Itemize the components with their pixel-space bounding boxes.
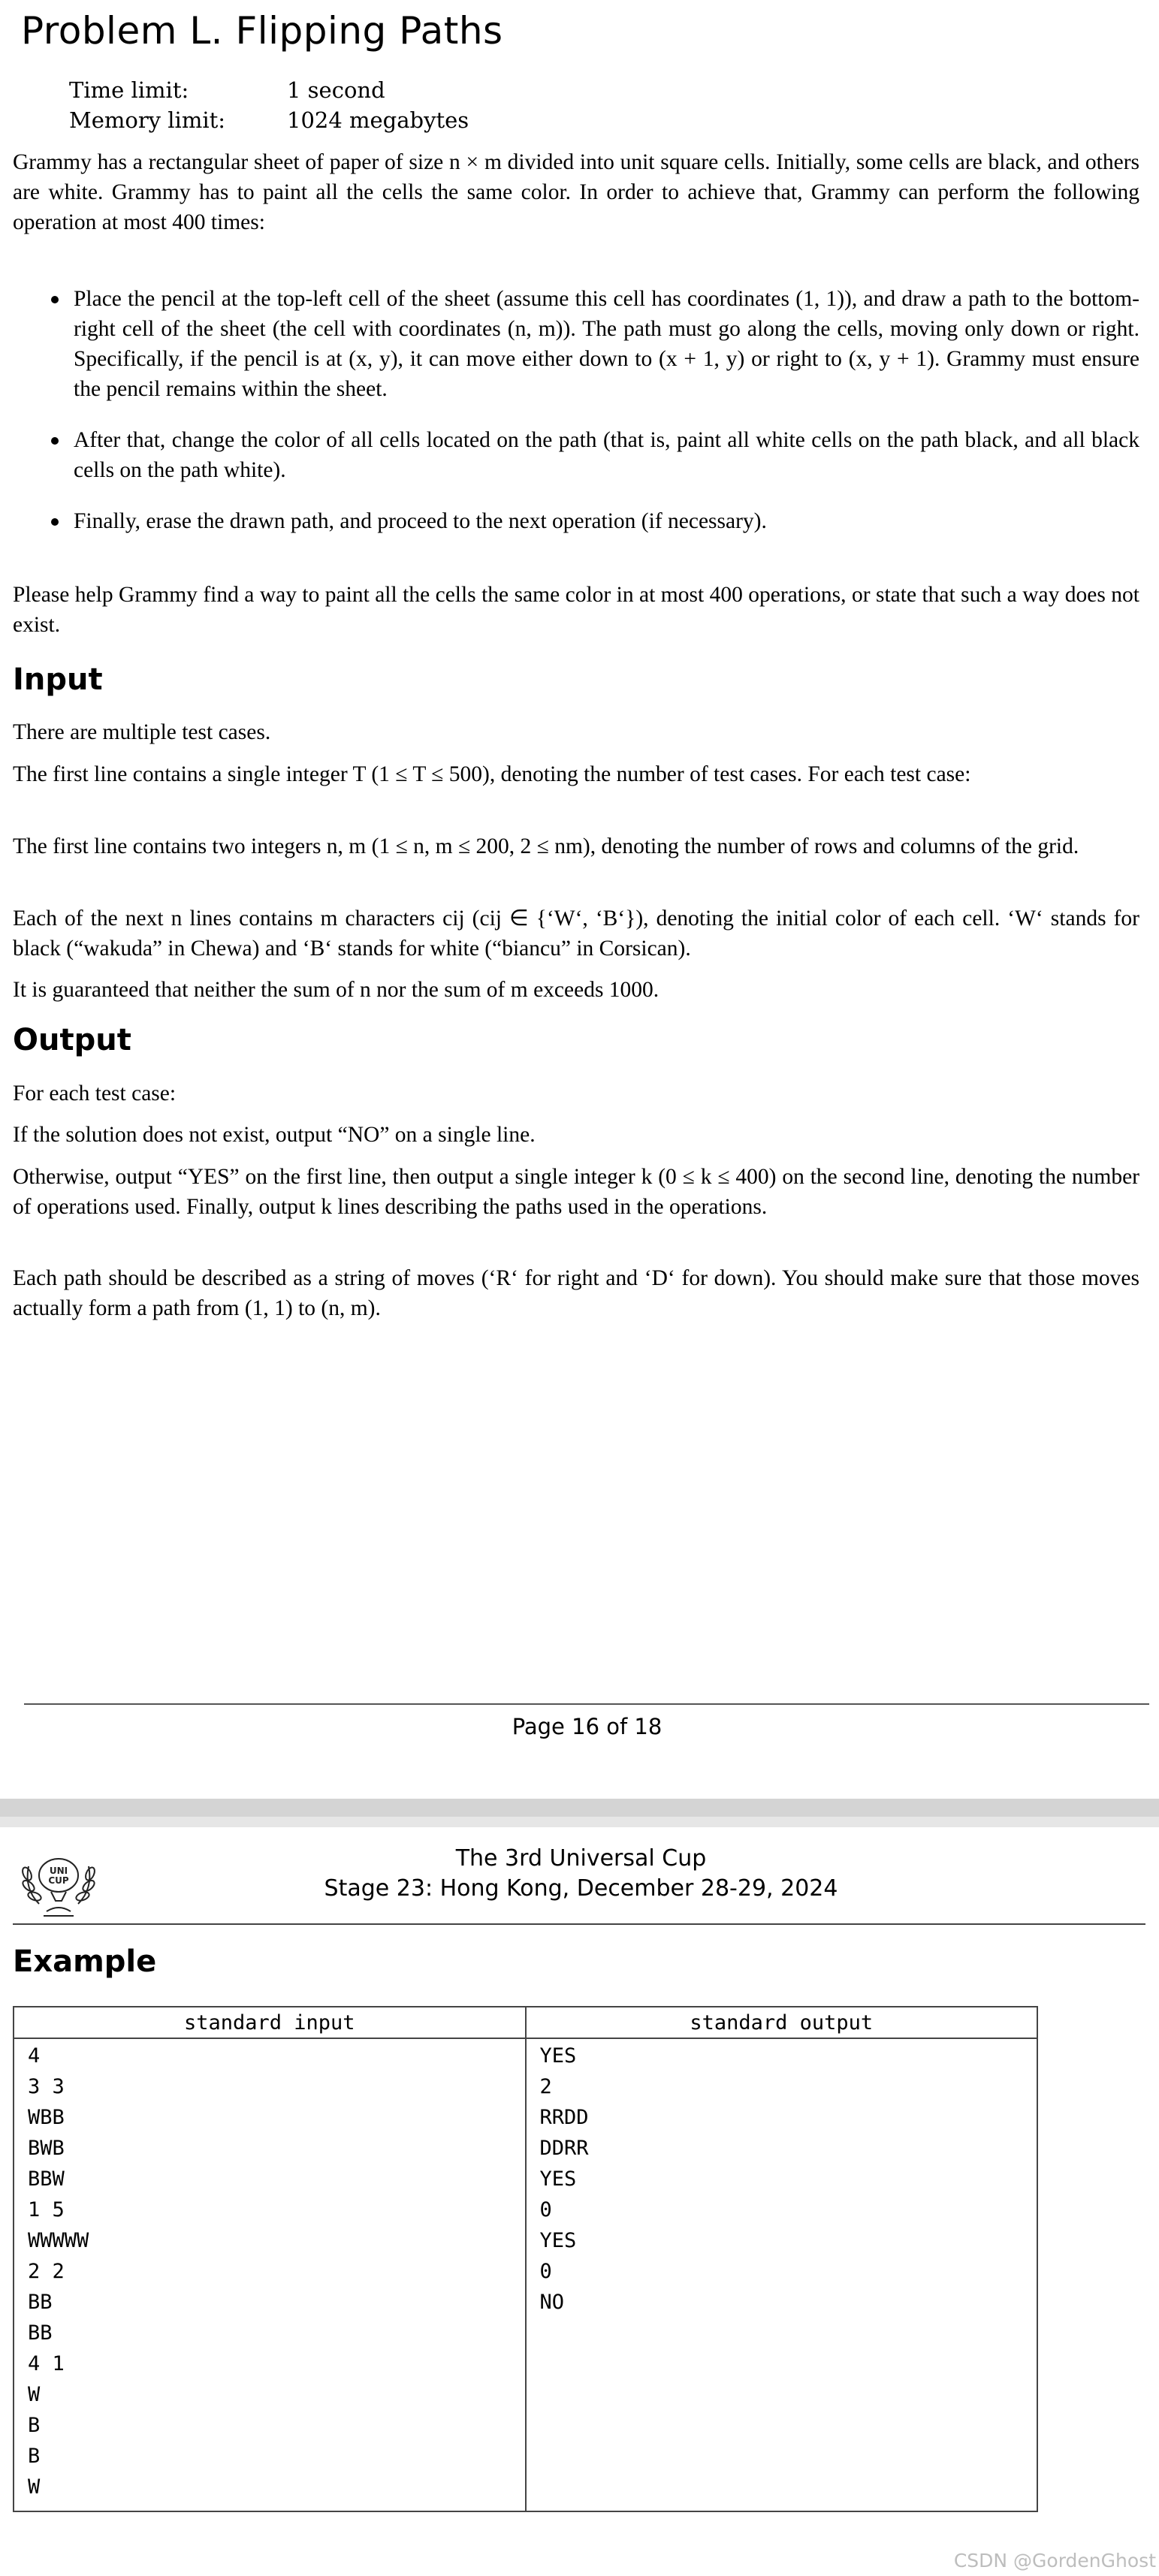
- operation-list: [45, 284, 1139, 557]
- example-io-table: [13, 2006, 1038, 2512]
- page-number: Page 16 of 18: [512, 1714, 663, 1739]
- time-limit-label: Time limit:: [69, 77, 189, 103]
- input-para-2: The first line contains a single integer T (1 ≤ T ≤ 500), denoting the number of test cases. For each test case:: [13, 762, 971, 786]
- output-para-3: Otherwise, output “YES” on the first line, then output a single integer k (0 ≤ k ≤ 400) on the second line, denoting the number of operations used. Finally, output k lines describing the paths used in the operations.: [13, 1165, 1139, 1219]
- memory-limit-row: [69, 105, 469, 135]
- output-line: YES: [539, 2044, 577, 2068]
- bullet-icon: [51, 437, 59, 445]
- operation-step-2: [45, 425, 1139, 485]
- input-line: B: [28, 2414, 41, 2437]
- input-line: BB: [28, 2321, 53, 2345]
- input-line: 4: [28, 2044, 41, 2068]
- page-gap: [0, 1799, 1159, 1827]
- svg-text:UNI: UNI: [49, 1866, 68, 1876]
- header-divider: [13, 1923, 1145, 1925]
- output-para-4: Each path should be described as a string of moves (‘R‘ for right and ‘D‘ for down). You should make sure that those moves actually form a path from (1, 1) to (n, m).: [13, 1266, 1139, 1320]
- output-line: RRDD: [539, 2106, 589, 2129]
- operation-step-1: [45, 284, 1139, 404]
- output-line: YES: [539, 2229, 577, 2252]
- time-limit-value: 1 second: [287, 77, 385, 103]
- memory-limit-value: 1024 megabytes: [287, 107, 469, 133]
- input-para-5: It is guaranteed that neither the sum of n nor the sum of m exceeds 1000.: [13, 978, 659, 1002]
- output-line: 2: [539, 2075, 552, 2098]
- watermark: CSDN @GordenGhost: [953, 2550, 1156, 2571]
- output-para-1: For each test case:: [13, 1081, 177, 1106]
- input-para-1: There are multiple test cases.: [13, 720, 271, 744]
- bullet-icon: [51, 296, 59, 303]
- closing-paragraph: Please help Grammy find a way to paint all the cells the same color in at most 400 operations, or state that such a way does not exist.: [13, 583, 1139, 637]
- standard-output-header: standard output: [526, 2007, 1038, 2038]
- input-line: BBW: [28, 2167, 65, 2191]
- standard-input-cell: [14, 2038, 526, 2511]
- operation-step-3-text: Finally, erase the drawn path, and proceed to the next operation (if necessary).: [74, 509, 767, 533]
- operation-step-1-text: Place the pencil at the top-left cell of the sheet (assume this cell has coordinates (1, 1)), and draw a path to the bottom-right cell of the sheet (the cell with coordinates (n, m)). The path must go along the cells, moving only down or right. Specifically, if the pencil is at (x, y), it can move either down to (x + 1, y) or right to (x, y + 1). Grammy must ensure the pencil remains within the sheet.: [74, 287, 1139, 401]
- standard-output-cell: [526, 2038, 1038, 2511]
- bullet-icon: [51, 518, 59, 526]
- contest-name: The 3rd Universal Cup: [455, 1845, 707, 1872]
- statement-page-17: [0, 1827, 1159, 2576]
- input-line: BWB: [28, 2137, 65, 2160]
- output-line: DDRR: [539, 2137, 589, 2160]
- standard-input-header: standard input: [14, 2007, 526, 2038]
- operation-step-3: [45, 506, 1139, 536]
- intro-paragraph: Grammy has a rectangular sheet of paper of size n × m divided into unit square cells. Initially, some cells are black, and others are white. Grammy has to paint all the cells the same color. In order to achieve that, Grammy can perform the following operation at most 400 times:: [13, 150, 1139, 234]
- input-line: B: [28, 2445, 41, 2468]
- input-line: BB: [28, 2291, 53, 2314]
- input-line: W: [28, 2383, 41, 2406]
- operation-step-2-text: After that, change the color of all cells located on the path (that is, paint all white cells on the path black, and all black cells on the path white).: [74, 428, 1139, 482]
- output-line: 0: [539, 2260, 552, 2283]
- input-heading: Input: [13, 662, 103, 697]
- input-para-3: The first line contains two integers n, m (1 ≤ n, m ≤ 200, 2 ≤ nm), denoting the number of rows and columns of the grid.: [13, 834, 1079, 858]
- output-heading: Output: [13, 1023, 131, 1057]
- footer-divider: [24, 1703, 1149, 1705]
- limits-block: [69, 75, 469, 135]
- input-para-4: Each of the next n lines contains m characters cij (cij ∈ {‘W‘, ‘B‘}), denoting the initial color of each cell. ‘W‘ stands for black (“wakuda” in Chewa) and ‘B‘ stands for white (“biancu” in Corsican).: [13, 906, 1139, 961]
- problem-title: Problem L. Flipping Paths: [21, 9, 503, 53]
- input-line: 4 1: [28, 2352, 65, 2375]
- input-line: 1 5: [28, 2198, 65, 2222]
- universal-cup-logo: [17, 1844, 101, 1919]
- input-line: WBB: [28, 2106, 65, 2129]
- output-line: 0: [539, 2198, 552, 2222]
- output-para-2: If the solution does not exist, output “NO” on a single line.: [13, 1123, 536, 1147]
- input-line: 3 3: [28, 2075, 65, 2098]
- input-line: WWWWW: [28, 2229, 89, 2252]
- output-line: NO: [539, 2291, 565, 2314]
- time-limit-row: [69, 75, 469, 105]
- example-heading: Example: [13, 1944, 157, 1979]
- svg-text:CUP: CUP: [48, 1875, 69, 1886]
- contest-header: [300, 1844, 862, 1904]
- output-line: YES: [539, 2167, 577, 2191]
- input-line: 2 2: [28, 2260, 65, 2283]
- contest-stage: Stage 23: Hong Kong, December 28-29, 2024: [324, 1875, 838, 1902]
- input-line: W: [28, 2475, 41, 2499]
- memory-limit-label: Memory limit:: [69, 107, 226, 133]
